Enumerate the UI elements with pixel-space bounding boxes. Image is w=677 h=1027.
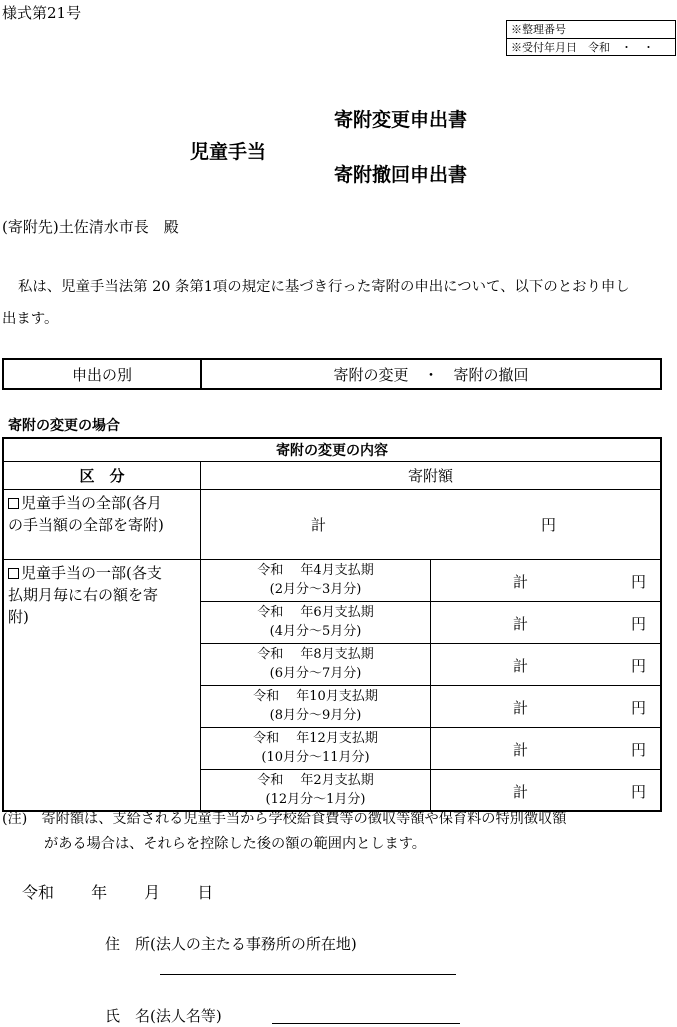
period-yen-label: 円 <box>630 740 646 759</box>
intro-text-line1: 私は、児童手当法第 20 条第1項の規定に基づき行った寄附の申出について、以下のとおり申し <box>18 279 630 295</box>
period-cell <box>201 769 431 811</box>
note-line1: (注) 寄附額は、支給される児童手当から学校給食費等の徴収等額や保育料の特別徴収額 <box>2 811 567 827</box>
period-line1: 令和 年6月支払期 <box>257 605 374 620</box>
period-line2: (8月分～9月分) <box>269 708 362 723</box>
change-table-header: 寄附の変更の内容 <box>3 438 661 461</box>
partial-allowance-label-line1: 児童手当の一部(各支 <box>21 563 162 582</box>
note-line2: がある場合は、それらを控除した後の額の範囲内とします。 <box>44 836 426 852</box>
all-allowance-label-line1: 児童手当の全部(各月 <box>21 493 162 512</box>
title-child-allowance: 児童手当 <box>190 141 267 163</box>
period-cell <box>201 601 431 643</box>
change-detail-table <box>2 437 662 812</box>
period-total-label: 計 <box>513 698 529 717</box>
period-line2: (10月分～11月分) <box>261 750 370 765</box>
all-allowance-option[interactable] <box>3 489 201 559</box>
column-amount-header: 寄附額 <box>201 461 662 489</box>
period-line2: (4月分～5月分) <box>269 624 362 639</box>
period-cell <box>201 643 431 685</box>
period-total-label: 計 <box>513 740 529 759</box>
address-signature-line[interactable] <box>160 974 456 975</box>
period-line1: 令和 年8月支払期 <box>257 647 374 662</box>
partial-allowance-option[interactable] <box>3 559 201 811</box>
all-yen-label: 円 <box>541 515 557 534</box>
partial-allowance-label-line2: 払期月毎に右の額を寄 <box>8 585 159 604</box>
title-withdrawal: 寄附撤回申出書 <box>334 164 468 186</box>
period-yen-label: 円 <box>630 656 646 675</box>
period-line2: (6月分～7月分) <box>269 666 362 681</box>
column-category-header: 区 分 <box>3 461 201 489</box>
period-line2: (2月分～3月分) <box>269 582 362 597</box>
change-section-heading: 寄附の変更の場合 <box>8 418 120 434</box>
title-change: 寄附変更申出書 <box>334 109 468 131</box>
period-amount-cell[interactable] <box>431 727 662 769</box>
name-label: 氏 名(法人名等) <box>105 1007 222 1025</box>
period-yen-label: 円 <box>630 782 646 801</box>
reception-number-field: ※整理番号 <box>511 23 566 36</box>
name-signature-line[interactable] <box>272 1023 460 1024</box>
request-type-label: 申出の別 <box>3 359 201 389</box>
application-date[interactable]: 令和 年 月 日 <box>22 883 214 902</box>
all-allowance-label-line2: の手当額の全部を寄附) <box>8 515 164 534</box>
period-yen-label: 円 <box>630 572 646 591</box>
period-line1: 令和 年4月支払期 <box>257 563 374 578</box>
period-amount-cell[interactable] <box>431 769 662 811</box>
period-yen-label: 円 <box>630 698 646 717</box>
period-cell <box>201 685 431 727</box>
period-total-label: 計 <box>513 782 529 801</box>
period-amount-cell[interactable] <box>431 643 662 685</box>
period-amount-cell[interactable] <box>431 601 662 643</box>
period-total-label: 計 <box>513 614 529 633</box>
request-type-options[interactable]: 寄附の変更 ・ 寄附の撤回 <box>201 359 661 389</box>
period-yen-label: 円 <box>630 614 646 633</box>
all-total-label: 計 <box>311 515 327 534</box>
period-line1: 令和 年2月支払期 <box>257 772 374 788</box>
reception-date-field: ※受付年月日 令和 ・ ・ <box>507 38 675 55</box>
address-label: 住 所(法人の主たる事務所の所在地) <box>105 935 357 953</box>
partial-allowance-checkbox[interactable] <box>8 568 19 579</box>
reception-box <box>506 20 676 56</box>
period-total-label: 計 <box>513 572 529 591</box>
form-number: 様式第21号 <box>2 4 82 22</box>
partial-allowance-label-line3: 附) <box>8 607 29 626</box>
period-amount-cell[interactable] <box>431 559 662 601</box>
period-cell <box>201 559 431 601</box>
intro-text-line2: 出ます。 <box>2 311 59 327</box>
addressee: (寄附先)土佐清水市長 殿 <box>2 218 179 236</box>
request-type-table <box>2 358 662 390</box>
all-allowance-amount-cell[interactable] <box>201 489 662 559</box>
period-line1: 令和 年12月支払期 <box>253 731 378 746</box>
period-amount-cell[interactable] <box>431 685 662 727</box>
period-line1: 令和 年10月支払期 <box>253 689 378 704</box>
period-line2: (12月分～1月分) <box>265 791 366 807</box>
all-allowance-checkbox[interactable] <box>8 498 19 509</box>
period-total-label: 計 <box>513 656 529 675</box>
period-cell <box>201 727 431 769</box>
